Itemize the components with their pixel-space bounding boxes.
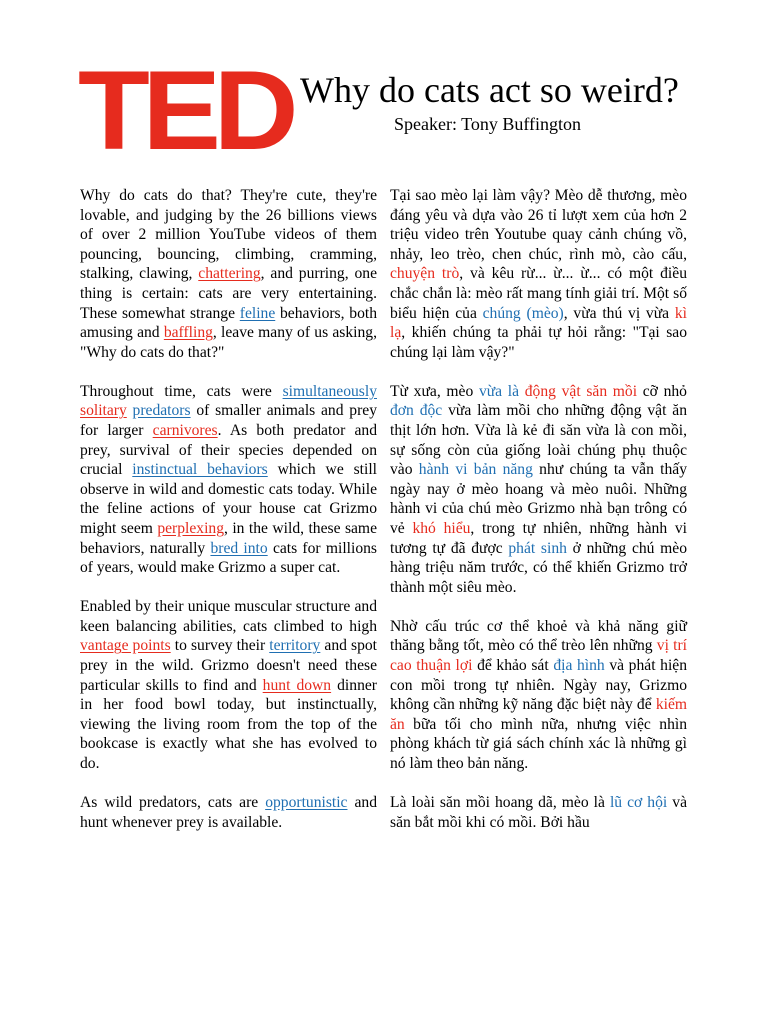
highlighted-term: simultaneously bbox=[282, 382, 377, 400]
highlighted-term: feline bbox=[239, 304, 276, 322]
vietnamese-paragraph: Tại sao mèo lại làm vậy? Mèo dễ thương, mèo đáng yêu và dựa vào 26 tỉ lượt xem của hơn 2 triệu video trên Youtube quay cảnh chúng vồ, nhảy, leo trèo, chen chúc, rình mò, cào cấu, chuyện trò, và kêu rừ... ừ... ừ... có một điều chắc chắn là: mèo rất mang tính giải trí. Một số biểu hiện của chúng (mèo), vừa thú vị vừa kì lạ, khiến chúng ta phải tự hỏi rằng: "Tại sao chúng lại làm vậy?" bbox=[390, 187, 687, 361]
highlighted-term: predators bbox=[132, 402, 191, 420]
highlighted-term: động vật săn mồi bbox=[524, 382, 638, 400]
highlighted-term: bred into bbox=[210, 539, 268, 557]
page-title: Why do cats act so weird? bbox=[300, 70, 679, 110]
highlighted-term: khó hiểu bbox=[412, 520, 471, 537]
english-paragraph: Enabled by their unique muscular structure and keen balancing abilities, cats climbed to high vantage points to survey their territory and spot prey in the wild. Grizmo doesn't need these particular skills to find and hunt down dinner in her food bowl today, but instinctually, viewing the living room from the top of the bookcase is exactly what she has evolved to do. bbox=[80, 598, 377, 773]
vietnamese-paragraph: Là loài săn mồi hoang dã, mèo là lũ cơ hội và săn bắt mồi khi có mồi. Bởi hầu bbox=[390, 794, 687, 831]
highlighted-term: vị trí cao thuận lợi bbox=[390, 637, 687, 675]
vietnamese-paragraph: Nhờ cấu trúc cơ thể khoẻ và khả năng giữ thăng bằng tốt, mèo có thể trèo lên những vị trí cao thuận lợi để khảo sát địa hình và phát hiện con mồi trong tự nhiên. Ngày nay, Grizmo không cần những kỹ năng đặc biệt này để kiếm ăn bữa tối cho mình nữa, nhưng việc nhìn phòng khách từ giá sách chính xác là những gì nó làm theo bản năng. bbox=[390, 617, 688, 773]
highlighted-term: vừa là bbox=[478, 382, 520, 400]
highlighted-term: opportunistic bbox=[265, 794, 348, 812]
highlighted-term: lũ cơ hội bbox=[609, 794, 668, 812]
highlighted-term: hunt down bbox=[262, 676, 332, 694]
ted-logo: TED bbox=[78, 48, 292, 173]
highlighted-term: địa hình bbox=[553, 657, 605, 675]
highlighted-term: đơn độc bbox=[390, 402, 443, 420]
vietnamese-column bbox=[390, 186, 687, 852]
english-paragraph: Why do cats do that? They're cute, they're lovable, and judging by the 26 billions views of over 2 million YouTube videos of them pouncing, bouncing, climbing, cramming, stalking, clawing, chattering, and purring, one thing is certain: cats are very entertaining. These somewhat strange feline behaviors, both amusing and baffling, leave many of us asking, "Why do cats do that?" bbox=[80, 187, 377, 361]
vietnamese-paragraph: Từ xưa, mèo vừa là động vật săn mồi cỡ nhỏ đơn độc vừa làm mồi cho những động vật ăn thịt lớn hơn. Vừa là kẻ đi săn vừa là con mồi, sự sống còn của giống loài chúng phụ thuộc vào hành vi bản năng như chúng ta vẫn thấy ngày nay ở mèo hoang và mèo nuôi. Những hành vi của chú mèo Grizmo nhà bạn trông có vẻ khó hiểu, trong tự nhiên, những hành vi tương tự đã được phát sinh ở những chú mèo hàng triệu năm trước, có thể khiến Grizmo trở thành một siêu mèo. bbox=[390, 382, 688, 596]
highlighted-term: carnivores bbox=[152, 422, 218, 440]
speaker-line: Speaker: Tony Buffington bbox=[394, 114, 582, 134]
highlighted-term: instinctual behaviors bbox=[132, 461, 268, 479]
highlighted-term: kiếm ăn bbox=[390, 696, 687, 733]
highlighted-term: chuyện trò bbox=[390, 265, 460, 283]
document-header bbox=[0, 0, 768, 175]
highlighted-term: chúng (mèo) bbox=[482, 304, 564, 322]
highlighted-term: territory bbox=[269, 637, 321, 655]
highlighted-term: kì lạ bbox=[390, 304, 687, 342]
english-paragraph: As wild predators, cats are opportunistic and hunt whenever prey is available. bbox=[80, 794, 377, 831]
highlighted-term: hành vi bản năng bbox=[418, 461, 533, 479]
english-paragraph: Throughout time, cats were simultaneously solitary predators of smaller animals and prey for larger carnivores. As both predator and prey, survival of their species depended on crucial instinctual behaviors which we still observe in wild and domestic cats today. While the feline actions of your house cat Grizmo might seem perplexing, in the wild, these same behaviors, naturally bred into cats for millions of years, would make Grizmo a super cat. bbox=[80, 382, 377, 577]
highlighted-term: solitary bbox=[80, 402, 127, 420]
highlighted-term: chattering bbox=[198, 265, 261, 283]
highlighted-term: baffling bbox=[163, 324, 213, 342]
highlighted-term: vantage points bbox=[80, 637, 171, 655]
highlighted-term: perplexing bbox=[157, 520, 224, 537]
highlighted-term: phát sinh bbox=[508, 539, 567, 557]
english-column bbox=[80, 186, 377, 852]
